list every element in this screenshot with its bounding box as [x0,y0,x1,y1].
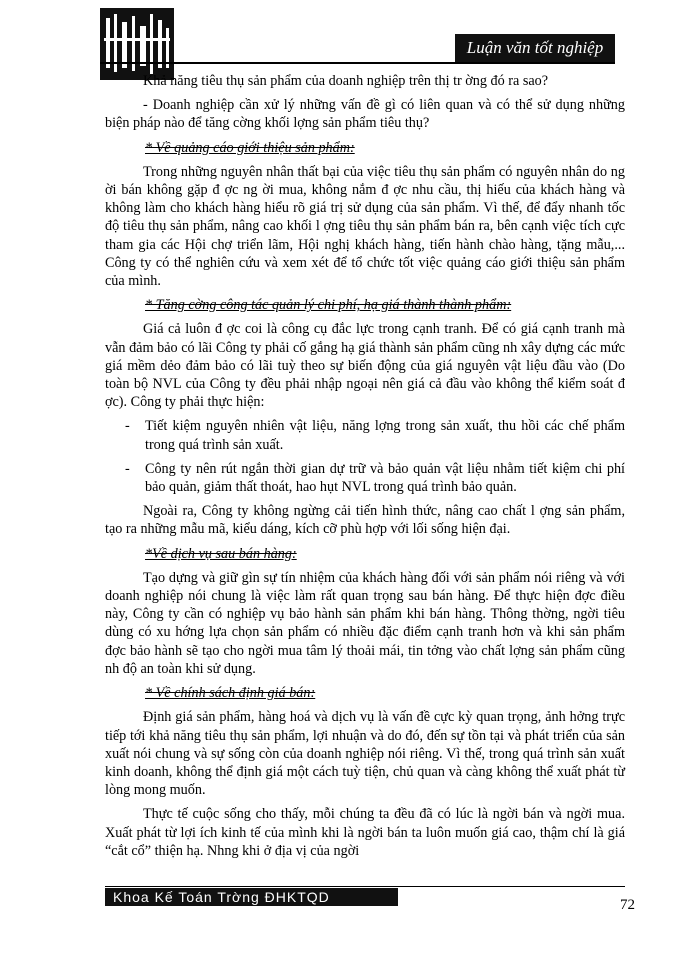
section-heading: *Về dịch vụ sau bán hàng: [145,545,297,562]
bullet-dash: - [125,460,130,477]
paragraph: - Doanh nghiệp cần xử lý những vấn đề gì có liên quan và có thể sử dụng những biện pháp nào để tăng cờng khối lợng sản phẩm tiêu thụ? [105,97,625,132]
paragraph: Thực tế cuộc sống cho thấy, mỗi chúng ta đều đã có lúc là ngời bán và ngời mua. Xuất phát từ lợi ích kinh tế của mình khi là ngời bán ta luôn muốn giá cao, thậm chí là giá “cắt cổ” thiện hạ. Nhng khi ở địa vị của ngời [105,806,625,859]
header-title: Luận văn tốt nghiệp [455,34,615,62]
section-heading: * Tăng cờng công tác quản lý chi phí, hạ giá thành thành phẩm: [145,297,512,314]
section-heading: * Về quảng cáo giới thiệu sản phẩm: [145,139,355,156]
paragraph: Tạo dựng và giữ gìn sự tín nhiệm của khách hàng đối với sản phẩm nói riêng và với doanh nghiệp nói chung là việc làm rất quan trọng sau bán hàng. Để thực hiện đợc điều này, Công ty cần có nghiệp vụ bảo hành sản phẩm khi bán hàng. Thông thờng, ngời tiêu dùng có xu hớng lựa chọn sản phẩm có nhiều đặc điểm cạnh tranh hơn và khi sản phẩm đợc bảo hành sẽ tạo cho ngời mua tâm lý thoải mái, tin tởng vào chất lợng sản phẩm cũng nh độ an toàn khi sử dụng. [105,569,625,677]
paragraph: Ngoài ra, Công ty không ngừng cải tiến hình thức, nâng cao chất l ợng sản phẩm, tạo ra những mẫu mã, kiểu dáng, kích cỡ phù hợp với lối sống hiện đại. [105,503,625,538]
document-body [105,72,625,866]
footer-rule [105,886,625,887]
paragraph: Khả năng tiêu thụ sản phẩm của doanh nghiệp trên thị tr ờng đó ra sao? [143,73,549,89]
bullet-text: Tiết kiệm nguyên nhiên vật liệu, năng lợng trong sản xuất, thu hồi các chế phẩm trong quá trình sản xuất. [145,418,625,453]
paragraph: Giá cả luôn đ ợc coi là công cụ đắc lực trong cạnh tranh. Để có giá cạnh tranh mà vẫn đảm bảo có lãi Công ty phải cố gắng hạ giá thành sản phẩm cũng nh xây dựng các mức giá mềm dẻo đảm bảo có lãi tuỳ theo sự biến động của giá nguyên vật liệu đầu vào (Do toàn bộ NVL của Công ty đều phải nhập ngoại nên giá cả đầu vào không thể kiểm soát đ ợc). Công ty phải thực hiện: [105,321,625,411]
logo [100,8,174,80]
footer-label: Khoa Kế Toán Trờng ĐHKTQD [105,888,398,906]
bullet-text: Công ty nên rút ngắn thời gian dự trữ và bảo quản vật liệu nhằm tiết kiệm chi phí bảo quản, giảm thất thoát, hao hụt NVL trong quá trình bảo quản. [145,460,625,496]
paragraph: Trong những nguyên nhân thất bại của việc tiêu thụ sản phẩm có nguyên nhân do ng ời bán không gặp đ ợc ng ời mua, không nắm đ ợc nhu cầu, thị hiếu của khách hàng và không làm cho khách hàng hiểu rõ giá trị sử dụng của sản phẩm. Vì thế, để đẩy nhanh tốc độ tiêu thụ sản phẩm, nâng cao khối l ợng tiêu thụ sản phẩm bán ra, bên cạnh việc tích cực tham gia các Hội chợ triển lãm, Hội nghị khách hàng, tiến hành chào hàng, tặng mẫu,... Công ty có thể nghiên cứu và xem xét để tổ chức tốt việc quảng cáo giới thiệu sản phẩm của mình. [105,163,625,290]
page-number: 72 [620,897,635,913]
bullet-item [105,460,625,496]
bullet-dash: - [125,418,130,435]
section-heading: * Về chính sách định giá bán: [145,685,316,702]
paragraph: Định giá sản phẩm, hàng hoá và dịch vụ là vấn đề cực kỳ quan trọng, ảnh hởng trực tiếp tới khả năng tiêu thụ sản phẩm, lợi nhuận và do đó, đến sự tồn tại và phát triển của sản xuất nói chung và sự sống còn của doanh nghiệp nói riêng. Vì thế, trong quá trình sản xuất kinh doanh, không thể định giá một cách tuỳ tiện, chủ quan và càng không thể xuất phát từ lòng mong muốn. [105,709,625,799]
bullet-item [105,417,625,453]
header-rule [100,62,615,64]
